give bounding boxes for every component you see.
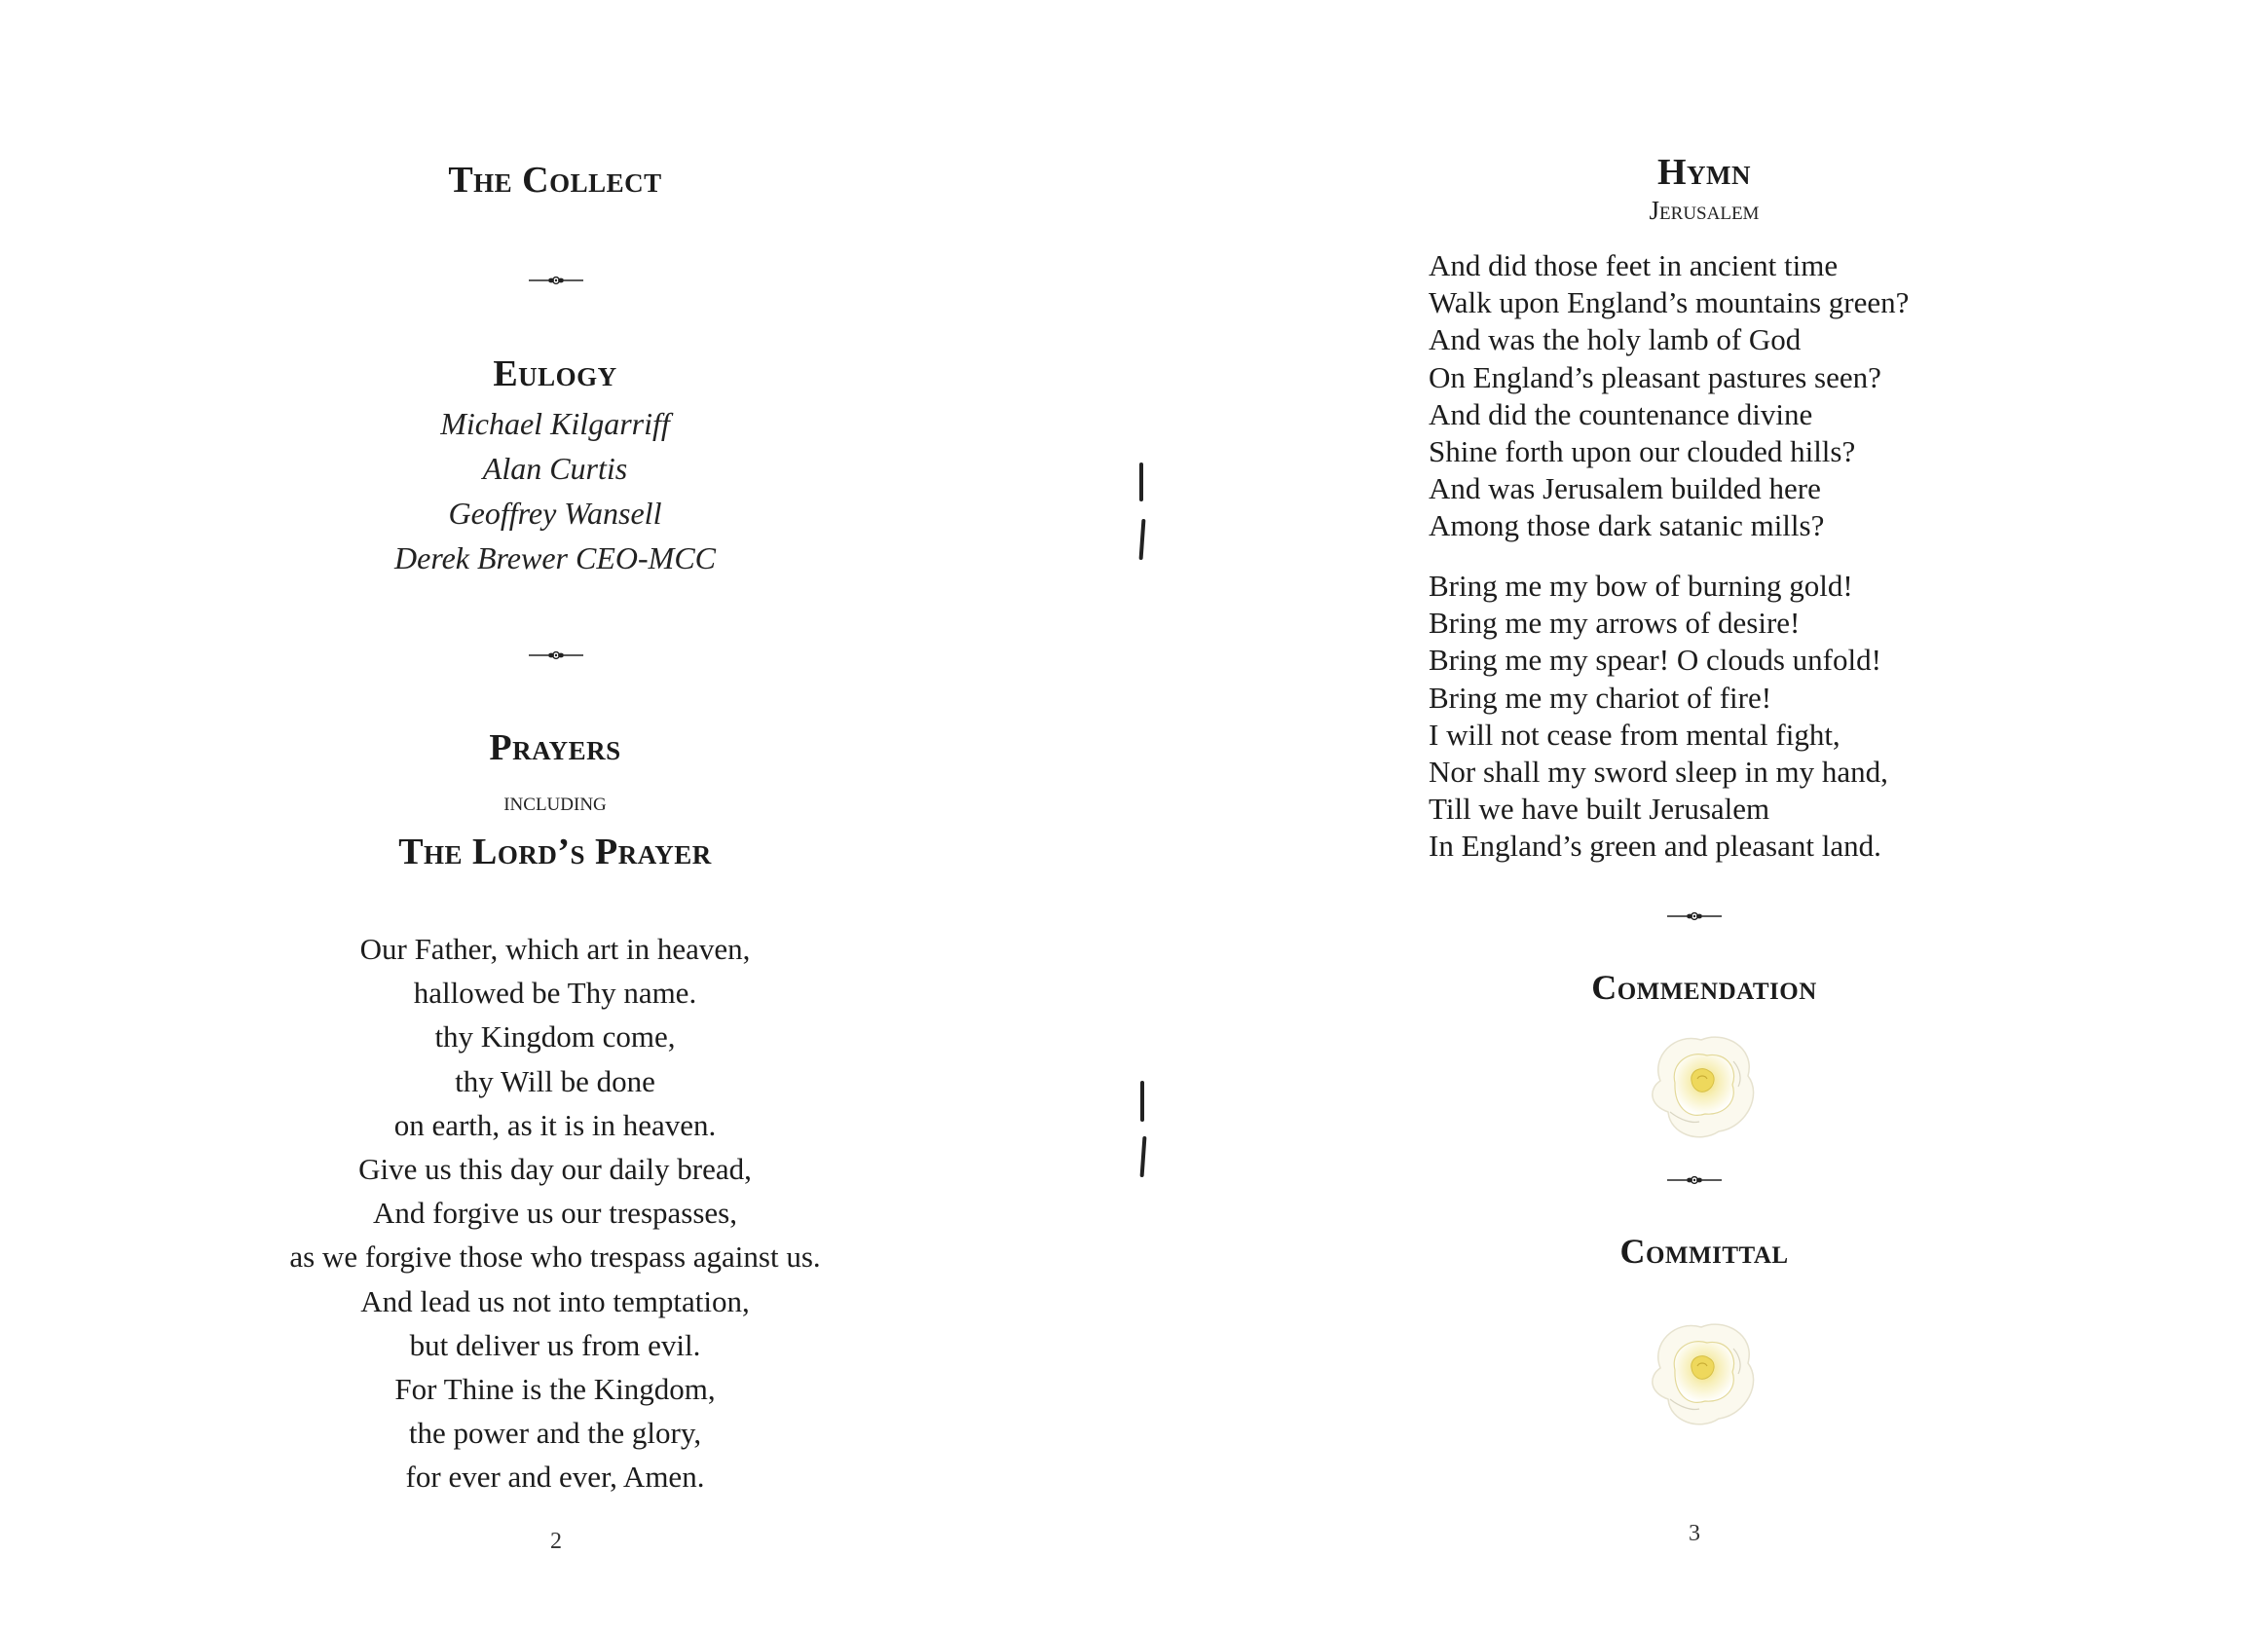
eulogy-speakers	[166, 401, 945, 580]
prayer-line: Our Father, which art in heaven,	[359, 932, 751, 966]
hymn-verse-2	[1429, 568, 2052, 866]
page-number: 3	[1689, 1521, 1700, 1546]
prayer-line: but deliver us from evil.	[409, 1327, 701, 1362]
prayers-heading: Prayers	[489, 727, 621, 768]
eulogy-speaker: Derek Brewer CEO-MCC	[394, 540, 716, 575]
divider-ornament-icon	[527, 276, 585, 285]
eulogy-speaker: Geoffrey Wansell	[448, 496, 662, 531]
prayers-section	[166, 726, 945, 873]
hymn-line: Bring me my spear! O clouds unfold!	[1429, 643, 1881, 678]
commendation-heading: Commendation	[1591, 968, 1817, 1007]
hymn-line: On England’s pleasant pastures seen?	[1429, 359, 1881, 394]
divider-ornament-icon	[1665, 911, 1724, 921]
prayer-line: And lead us not into temptation,	[360, 1283, 750, 1318]
prayer-line: For Thine is the Kingdom,	[394, 1372, 716, 1407]
white-rose-icon	[1641, 1022, 1767, 1149]
prayer-line: thy Kingdom come,	[434, 1019, 676, 1054]
divider-ornament-icon	[527, 650, 585, 660]
committal-section	[1315, 1231, 2094, 1272]
prayer-line: And forgive us our trespasses,	[373, 1196, 737, 1231]
eulogy-speaker: Alan Curtis	[482, 451, 628, 486]
white-rose-icon	[1641, 1310, 1767, 1436]
prayer-line: hallowed be Thy name.	[413, 976, 697, 1011]
collect-section	[166, 159, 945, 202]
hymn-line: Bring me my arrows of desire!	[1429, 606, 1801, 641]
right-page	[1139, 0, 2268, 1628]
committal-heading: Committal	[1619, 1232, 1789, 1271]
hymn-line: And did those feet in ancient time	[1429, 248, 1839, 282]
eulogy-heading: Eulogy	[493, 353, 617, 394]
page-number: 2	[550, 1529, 562, 1554]
hymn-line: Shine forth upon our clouded hills?	[1429, 434, 1856, 469]
divider-ornament-icon	[1665, 1175, 1724, 1185]
hymn-line: I will not cease from mental fight,	[1429, 717, 1840, 752]
hymn-title: Jerusalem	[1649, 196, 1760, 225]
hymn-section	[1315, 151, 2094, 226]
hymn-line: Bring me my bow of burning gold!	[1429, 569, 1853, 603]
hymn-line: And did the countenance divine	[1429, 396, 1813, 431]
prayer-line: on earth, as it is in heaven.	[393, 1107, 717, 1142]
hymn-line: Among those dark satanic mills?	[1429, 508, 1825, 543]
eulogy-section	[166, 352, 945, 580]
hymn-line: In England’s green and pleasant land.	[1429, 829, 1881, 864]
hymn-verse-1	[1429, 247, 2052, 545]
prayers-including-label: including	[503, 787, 607, 816]
prayer-line: as we forgive those who trespass against us.	[289, 1240, 821, 1275]
hymn-heading: Hymn	[1656, 152, 1752, 193]
hymn-line: And was the holy lamb of God	[1429, 322, 1802, 357]
hymn-line: Bring me my chariot of fire!	[1429, 680, 1772, 715]
hymn-line: And was Jerusalem builded here	[1429, 471, 1821, 506]
hymn-line: Till we have built Jerusalem	[1429, 792, 1770, 827]
hymn-line: Nor shall my sword sleep in my hand,	[1429, 755, 1888, 790]
prayer-line: Give us this day our daily bread,	[358, 1152, 752, 1187]
lords-prayer-text	[166, 927, 945, 1499]
left-page	[0, 0, 1130, 1628]
prayer-line: the power and the glory,	[408, 1416, 702, 1451]
collect-heading: The Collect	[448, 160, 662, 201]
commendation-section	[1315, 967, 2094, 1008]
prayer-line: for ever and ever, Amen.	[405, 1460, 705, 1495]
lords-prayer-heading: The Lord’s Prayer	[398, 832, 712, 872]
hymn-line: Walk upon England’s mountains green?	[1429, 285, 1910, 320]
eulogy-speaker: Michael Kilgarriff	[440, 406, 670, 441]
prayer-line: thy Will be done	[455, 1063, 655, 1098]
